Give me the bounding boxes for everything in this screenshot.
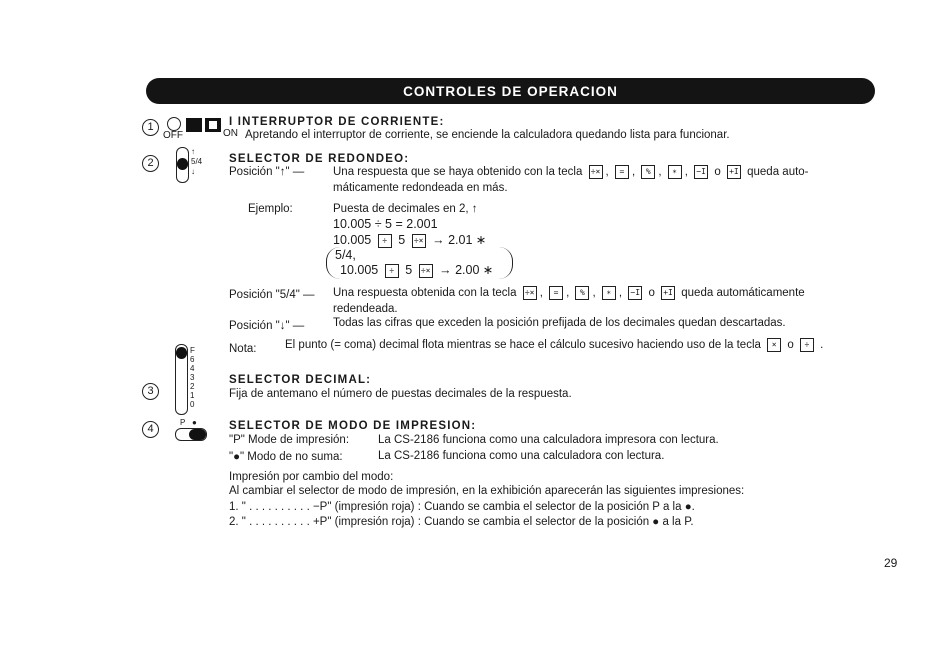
mode-dot-text: La CS-2186 funciona como una calculadora con lectura.	[378, 450, 665, 462]
section-banner	[146, 78, 875, 104]
key-percent: %	[641, 165, 655, 179]
interruptor-text: Apretando el interruptor de corriente, se enciende la calculadora quedando lista para funcionar.	[245, 129, 730, 141]
pos-54-text-c: redendeada.	[333, 303, 398, 315]
banner-title: CONTROLES DE OPERACION	[403, 83, 618, 99]
key-div-mul: ÷×	[589, 165, 603, 179]
key-star: ∗	[668, 165, 682, 179]
key-divide: ÷	[378, 234, 392, 248]
circle-number-4: 4	[142, 421, 159, 438]
rounding-switch-icon	[176, 147, 189, 183]
ejemplo-line3: 10.005 ÷ 5 ÷× → 2.01 ∗	[333, 233, 487, 247]
ejemplo-line5: 10.005 ÷ 5 ÷× → 2.00 ∗	[340, 263, 494, 277]
circle-number-3: 3	[142, 383, 159, 400]
ejemplo-line4: 5/4,	[335, 248, 356, 262]
pos-up-text-a: Una respuesta que se haya obtenido con la tecla	[333, 166, 583, 179]
or-word: o	[714, 166, 721, 179]
key-plus-i: +I	[661, 286, 675, 300]
decimal-heading: SELECTOR DECIMAL:	[229, 374, 372, 386]
cambio-text: Al cambiar el selector de modo de impresión, en la exhibición aparecerán las siguientes impresiones:	[229, 485, 745, 497]
cambio-item-1: 1. " . . . . . . . . . . −P" (impresión roja) : Cuando se cambia el selector de la posición P a la ●.	[229, 501, 695, 513]
decimal-label-2: 2	[190, 382, 195, 391]
pos-up-text-b: queda auto-	[747, 166, 809, 179]
key-minus-i: −I	[628, 286, 642, 300]
off-label: OFF	[163, 130, 183, 141]
cambio-item-2: 2. " . . . . . . . . . . +P" (impresión roja) : Cuando se cambia el selector de la posición ● a la P.	[229, 516, 694, 528]
key-div-mul: ÷×	[523, 286, 537, 300]
circle-number-2: 2	[142, 155, 159, 172]
interruptor-heading: I INTERRUPTOR DE CORRIENTE:	[229, 116, 445, 128]
print-mode-heading: SELECTOR DE MODO DE IMPRESION:	[229, 420, 477, 432]
power-off-icon	[167, 117, 181, 131]
pos-down-label: Posición "↓" —	[229, 320, 305, 332]
key-equals: =	[615, 165, 629, 179]
power-button-icon	[186, 118, 202, 132]
decimal-label-4: 4	[190, 364, 195, 373]
decimal-label-3: 3	[190, 373, 195, 382]
key-div-mul: ÷×	[419, 264, 433, 278]
key-div-mul: ÷×	[412, 234, 426, 248]
key-star: ∗	[602, 286, 616, 300]
decimal-text: Fija de antemano el número de puestas decimales de la respuesta.	[229, 388, 572, 400]
decimal-label-f: F	[190, 346, 195, 355]
decimal-switch-icon	[175, 344, 188, 415]
close-paren-icon	[498, 247, 513, 279]
pos-up-text: Una respuesta que se haya obtenido con la tecla ÷× , = , % , ∗ , −I o +I queda auto-	[333, 166, 809, 179]
key-divide: ÷	[385, 264, 399, 278]
mode-dot-label: "●" Modo de no suma:	[229, 451, 343, 463]
nota-text: El punto (= coma) decimal flota mientras se hace el cálculo sucesivo haciendo uso de la tecla × o ÷ .	[285, 339, 824, 352]
key-equals: =	[549, 286, 563, 300]
pos-54-label: Posición "5/4" —	[229, 289, 315, 301]
redondeo-heading: SELECTOR DE REDONDEO:	[229, 153, 410, 165]
on-label: ON	[223, 128, 238, 139]
mode-label-dot: ●	[192, 418, 197, 427]
mode-p-label: "P" Mode de impresión:	[229, 434, 350, 446]
decimal-label-1: 1	[190, 391, 195, 400]
rounding-label-down: ↓	[191, 167, 195, 176]
circle-number-1: 1	[142, 119, 159, 136]
mode-p-text: La CS-2186 funciona como una calculadora impresora con lectura.	[378, 434, 719, 446]
nota-label: Nota:	[229, 343, 257, 355]
decimal-label-0: 0	[190, 400, 195, 409]
mode-label-p: P	[180, 418, 186, 427]
rounding-label-54: 5/4	[191, 157, 203, 166]
decimal-label-6: 6	[190, 355, 195, 364]
rounding-label-up: ↑	[191, 147, 195, 156]
page-number: 29	[884, 556, 898, 570]
pos-up-text-c: máticamente redondeada en más.	[333, 182, 508, 194]
pos-down-text: Todas las cifras que exceden la posición prefijada de los decimales quedan descartadas.	[333, 317, 786, 329]
cambio-title: Impresión por cambio del modo:	[229, 471, 394, 483]
key-multiply: ×	[767, 338, 781, 352]
ejemplo-label: Ejemplo:	[248, 203, 293, 215]
power-button-on-icon	[205, 118, 221, 132]
key-plus-i: +I	[727, 165, 741, 179]
ejemplo-line2: 10.005 ÷ 5 = 2.001	[333, 217, 438, 231]
ejemplo-line1: Puesta de decimales en 2, ↑	[333, 203, 478, 215]
key-percent: %	[575, 286, 589, 300]
print-mode-switch-icon	[175, 428, 207, 441]
pos-54-text: Una respuesta obtenida con la tecla ÷× , = , % , ∗ , −I o +I queda automáticamente	[333, 287, 805, 300]
key-minus-i: −I	[694, 165, 708, 179]
key-divide: ÷	[800, 338, 814, 352]
pos-up-label: Posición "↑" —	[229, 166, 305, 178]
